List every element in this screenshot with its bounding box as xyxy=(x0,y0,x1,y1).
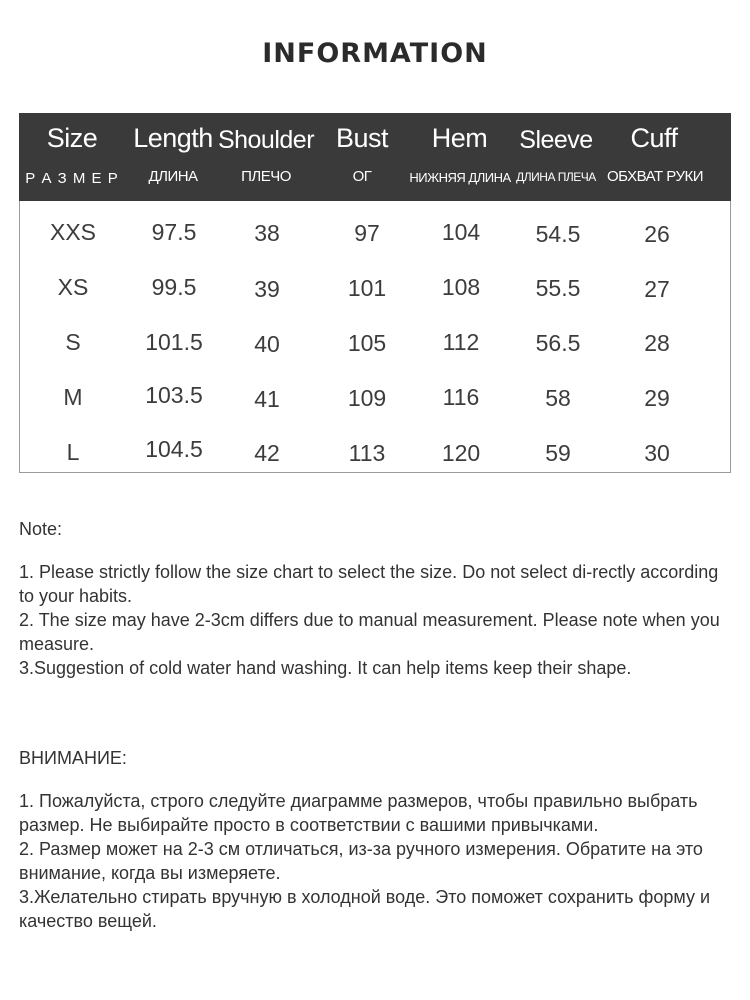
note-item: 1. Please strictly follow the size chart to select the size. Do not select di-rectly according to your habits. xyxy=(19,562,719,606)
cell-sleeve: 56.5 xyxy=(535,330,581,356)
cell-shoulder: 39 xyxy=(254,276,280,302)
header-size-ru: Р А З М Е Р xyxy=(25,170,119,187)
header-sleeve-ru: ДЛИНА ПЛЕЧА xyxy=(516,170,596,184)
cell-hem: 112 xyxy=(442,329,480,355)
table-header xyxy=(19,113,731,201)
cell-hem: 108 xyxy=(441,274,481,300)
header-length-ru: ДЛИНА xyxy=(148,168,198,185)
cell-sleeve: 55.5 xyxy=(535,275,581,301)
notes-ru-list xyxy=(19,789,734,933)
cell-cuff: 27 xyxy=(644,276,670,302)
header-sleeve: Sleeve xyxy=(519,126,593,154)
cell-size: XS xyxy=(57,274,89,300)
notes-en-heading: Note: xyxy=(19,519,63,539)
cell-size: L xyxy=(66,439,80,465)
cell-cuff: 30 xyxy=(644,440,670,466)
note-item: 1. Пожалуйста, строго следуйте диаграмме размеров, чтобы правильно выбрать размер. Не выбирайте просто в соответствии с вашими привычками. xyxy=(19,791,698,835)
cell-size: XXS xyxy=(49,219,97,245)
note-item: 2. Размер может на 2-3 см отличаться, из-за ручного измерения. Обратите на это внимание, когда вы измеряете. xyxy=(19,839,703,883)
header-shoulder-ru: ПЛЕЧО xyxy=(241,168,291,185)
cell-size: M xyxy=(63,384,83,410)
cell-bust: 97 xyxy=(354,220,380,246)
header-length: Length xyxy=(133,123,213,153)
cell-bust: 105 xyxy=(347,330,387,356)
note-item: 2. The size may have 2-3cm differs due to manual measurement. Please note when you measure. xyxy=(19,610,720,654)
header-bust-ru: ОГ xyxy=(352,168,372,185)
cell-sleeve: 59 xyxy=(545,440,571,466)
header-shoulder: Shoulder xyxy=(217,126,315,154)
note-item: 3.Желательно стирать вручную в холодной воде. Это поможет сохранить форму и качество вещей. xyxy=(19,887,711,931)
cell-length: 97.5 xyxy=(151,219,197,245)
cell-bust: 109 xyxy=(347,385,387,411)
cell-shoulder: 40 xyxy=(254,331,280,357)
cell-hem: 104 xyxy=(441,219,481,245)
header-hem: Hem xyxy=(431,123,488,153)
cell-sleeve: 54.5 xyxy=(535,221,581,247)
cell-cuff: 26 xyxy=(644,221,670,247)
cell-bust: 101 xyxy=(347,275,387,301)
cell-length: 99.5 xyxy=(151,274,197,300)
cell-bust: 113 xyxy=(348,440,386,466)
notes-ru-heading: ВНИМАНИЕ: xyxy=(19,748,127,768)
notes-en-list xyxy=(19,560,734,680)
header-size: Size xyxy=(46,123,98,153)
size-chart-table xyxy=(19,113,731,473)
cell-length: 101.5 xyxy=(145,329,203,355)
cell-cuff: 29 xyxy=(644,385,670,411)
cell-hem: 120 xyxy=(441,440,481,466)
cell-length: 103.5 xyxy=(145,382,203,408)
cell-cuff: 28 xyxy=(644,330,670,356)
cell-shoulder: 42 xyxy=(254,440,280,466)
header-cuff: Cuff xyxy=(630,123,678,153)
cell-shoulder: 41 xyxy=(254,386,280,412)
header-hem-ru: НИЖНЯЯ ДЛИНА xyxy=(409,170,511,185)
cell-size: S xyxy=(65,329,81,355)
page-title: INFORMATION xyxy=(262,38,488,69)
note-item: 3.Suggestion of cold water hand washing. It can help items keep their shape. xyxy=(19,658,632,678)
cell-length: 104.5 xyxy=(145,436,203,462)
header-bust: Bust xyxy=(335,123,389,153)
cell-hem: 116 xyxy=(442,384,480,410)
cell-sleeve: 58 xyxy=(545,385,571,411)
header-cuff-ru: ОБХВАТ РУКИ xyxy=(606,168,704,185)
cell-shoulder: 38 xyxy=(254,220,280,246)
